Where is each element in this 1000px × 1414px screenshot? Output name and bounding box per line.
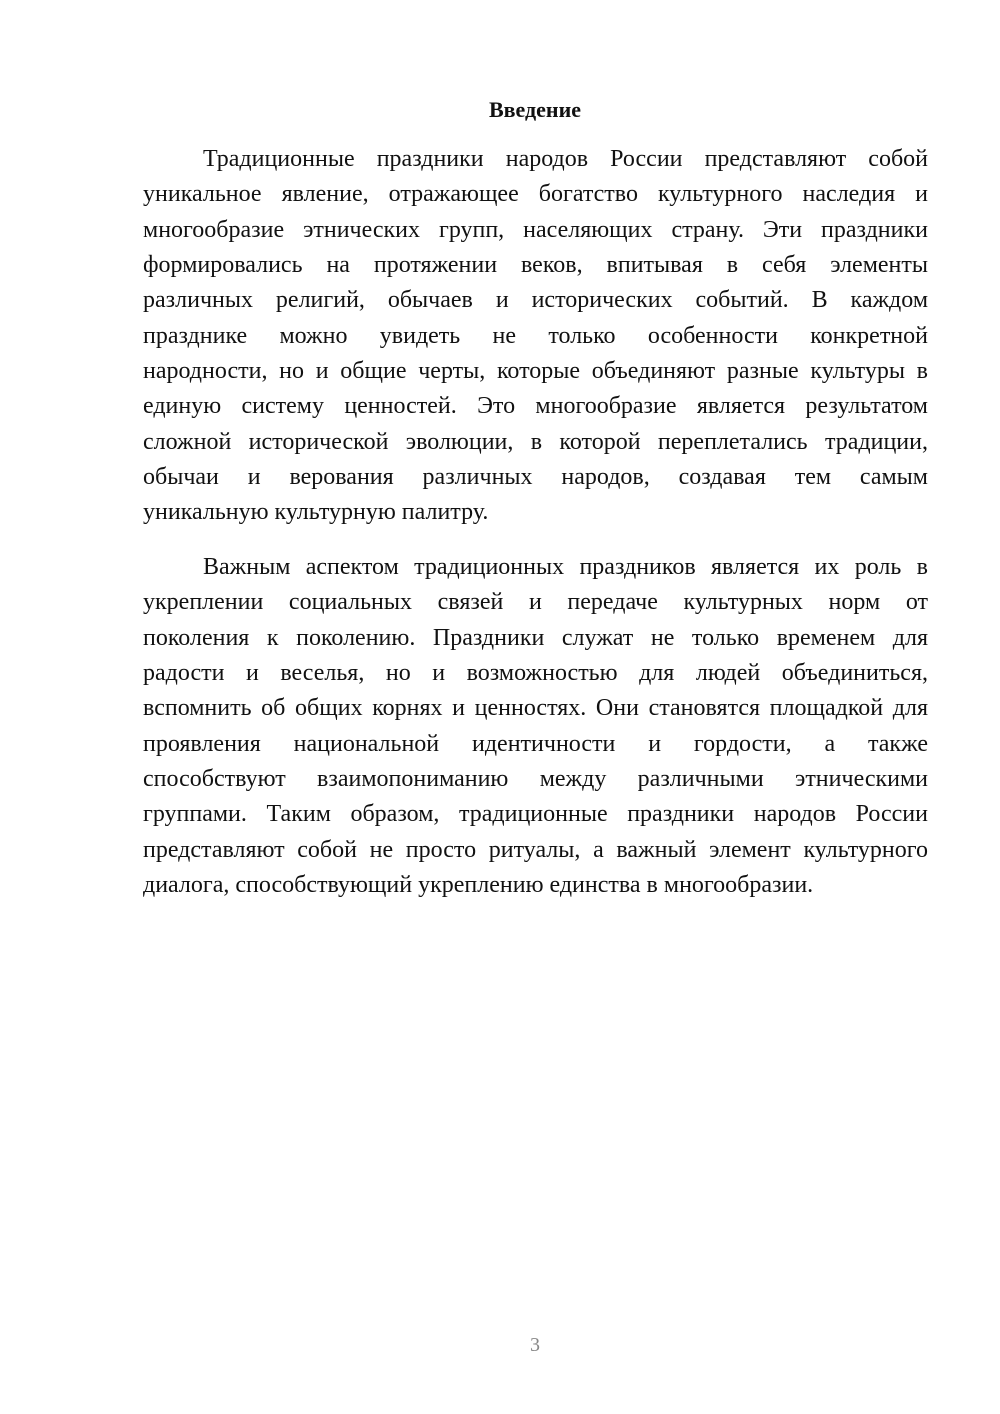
text-line: Традиционные праздники народов России представляют собой xyxy=(203,146,928,172)
text-line: укреплении социальных связей и передаче культурных норм от xyxy=(143,589,928,616)
text-line: обычаи и верования различных народов, создавая тем самым xyxy=(143,464,928,491)
text-line: различных религий, обычаев и исторических событий. В каждом xyxy=(143,287,928,314)
paragraph-2 xyxy=(143,550,928,903)
paragraph-1 xyxy=(143,142,928,531)
text-line: радости и веселья, но и возможностью для людей объединиться, xyxy=(143,660,928,687)
text-line: группами. Таким образом, традиционные праздники народов России xyxy=(143,801,928,828)
text-line: вспомнить об общих корнях и ценностях. Они становятся площадкой для xyxy=(143,695,928,722)
text-line: сложной исторической эволюции, в которой переплетались традиции, xyxy=(143,428,928,455)
text-line: Важным аспектом традиционных праздников является их роль в xyxy=(203,554,928,580)
text-line: празднике можно увидеть не только особенности конкретной xyxy=(143,322,928,349)
text-line: многообразие этнических групп, населяющих страну. Эти праздники xyxy=(143,216,928,243)
text-line: способствуют взаимопониманию между различными этническими xyxy=(143,766,928,793)
text-line: формировались на протяжении веков, впитывая в себя элементы xyxy=(143,252,928,279)
text-line: уникальную культурную палитру. xyxy=(143,499,489,526)
text-line: диалога, способствующий укреплению единства в многообразии. xyxy=(143,872,814,899)
page-number: 3 xyxy=(530,1334,540,1356)
text-line: единую систему ценностей. Это многообразие является результатом xyxy=(143,393,928,420)
text-line: проявления национальной идентичности и гордости, а также xyxy=(143,730,928,757)
text-line: представляют собой не просто ритуалы, а важный элемент культурного xyxy=(143,836,928,863)
text-line: народности, но и общие черты, которые объединяют разные культуры в xyxy=(143,358,928,385)
text-line: поколения к поколению. Праздники служат не только временем для xyxy=(143,624,928,651)
text-line: уникальное явление, отражающее богатство культурного наследия и xyxy=(143,181,928,208)
section-heading: Введение xyxy=(488,97,582,122)
